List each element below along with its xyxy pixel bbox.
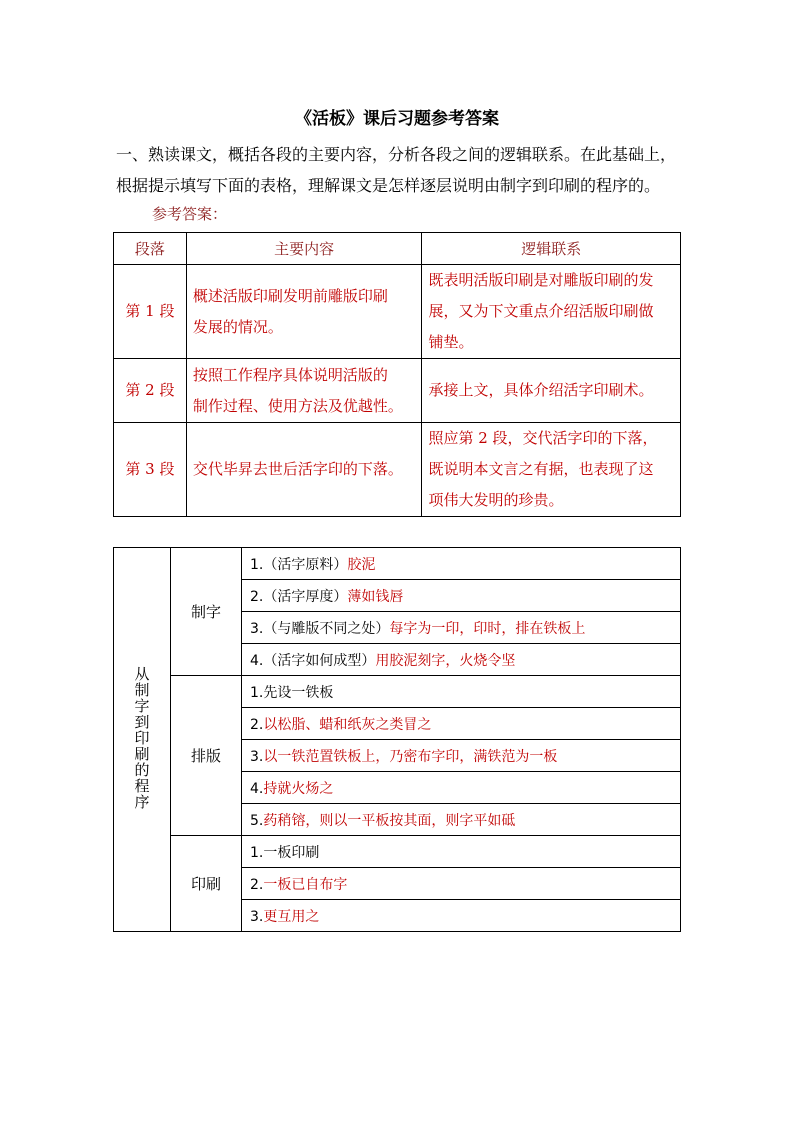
stage-label: 制字 [171, 548, 242, 676]
stage-label: 排版 [171, 676, 242, 836]
step-answer: 以松脂、蜡和纸灰之类冒之 [263, 716, 432, 733]
step-prefix: 1. [250, 684, 264, 701]
step-item [242, 740, 681, 772]
question-line-1: 一、熟读课文，概括各段的主要内容，分析各段之间的逻辑联系。在此基础上， [116, 145, 677, 164]
step-prefix: 3. [250, 748, 264, 765]
step-prefix: 1.（活字原料） [250, 556, 348, 573]
paragraph-label: 第 2 段 [114, 359, 187, 423]
logic-line: 既说明本文言之有据，也表现了这 [428, 460, 654, 478]
content-line: 制作过程、使用方法及优越性。 [192, 396, 403, 415]
paragraph-label: 第 3 段 [114, 423, 187, 517]
logic-line: 承接上文，具体介绍活字印刷术。 [428, 381, 654, 399]
table-row [114, 359, 681, 423]
step-prefix: 4. [250, 780, 264, 797]
content-line: 按照工作程序具体说明活版的 [192, 365, 388, 384]
step-answer: 胶泥 [347, 556, 376, 573]
logic-cell [422, 265, 681, 359]
step-item [242, 772, 681, 804]
step-prefix: 2. [250, 876, 264, 893]
step-prefix: 3.（与雕版不同之处） [250, 620, 390, 637]
main-content-cell [186, 265, 422, 359]
content-line: 交代毕昇去世后活字印的下落。 [192, 460, 403, 478]
table-row [114, 265, 681, 359]
step-prefix: 2.（活字厚度） [250, 588, 348, 605]
step-prefix: 4.（活字如何成型） [250, 652, 376, 669]
logic-cell [422, 423, 681, 517]
step-item [242, 644, 681, 676]
answer-label: 参考答案： [152, 205, 228, 223]
main-content-cell [186, 359, 422, 423]
procedure-table [113, 547, 681, 932]
step-prefix: 5. [250, 812, 264, 829]
page-title: 《活板》课后习题参考答案 [295, 109, 499, 129]
step-item [242, 836, 681, 868]
table-header-row [114, 233, 681, 265]
logic-line: 既表明活版印刷是对雕版印刷的发 [428, 271, 654, 289]
paragraph-label: 第 1 段 [114, 265, 187, 359]
step-answer: 一板已自布字 [263, 876, 348, 893]
table-row [114, 423, 681, 517]
paragraph-analysis-table [113, 232, 681, 517]
header-content: 主要内容 [186, 233, 422, 265]
step-answer: 薄如钱唇 [347, 588, 404, 605]
table-row [114, 676, 681, 708]
step-prefix: 1. [250, 844, 264, 861]
step-answer: 持就火炀之 [263, 780, 334, 797]
logic-line: 展，又为下文重点介绍活版印刷做 [428, 302, 654, 320]
table-row [114, 548, 681, 580]
stage-label: 印刷 [171, 836, 242, 932]
step-item [242, 900, 681, 932]
logic-line: 项伟大发明的珍贵。 [428, 491, 564, 509]
table-row [114, 836, 681, 868]
step-answer: 用胶泥刻字，火烧令坚 [375, 652, 516, 669]
step-item [242, 804, 681, 836]
step-item [242, 580, 681, 612]
step-answer: 以一铁范置铁板上，乃密布字印，满铁范为一板 [263, 748, 558, 765]
step-item [242, 548, 681, 580]
logic-line: 铺垫。 [428, 333, 474, 351]
step-answer: 药稍镕，则以一平板按其面，则字平如砥 [263, 812, 516, 829]
step-answer: 先设一铁板 [263, 684, 334, 701]
content-line: 发展的情况。 [192, 317, 283, 336]
step-prefix: 3. [250, 908, 264, 925]
header-logic: 逻辑联系 [422, 233, 681, 265]
main-content-cell [186, 423, 422, 517]
step-answer: 一板印刷 [263, 844, 320, 861]
step-item [242, 612, 681, 644]
step-answer: 每字为一印，印时，排在铁板上 [389, 620, 586, 637]
step-item [242, 708, 681, 740]
procedure-side-text: 从制字到印刷的程序 [132, 665, 151, 810]
question-line-2: 根据提示填写下面的表格，理解课文是怎样逐层说明由制字到印刷的程序的。 [116, 176, 661, 195]
header-paragraph: 段落 [114, 233, 187, 265]
logic-line: 照应第 2 段，交代活字印的下落， [428, 429, 658, 447]
step-prefix: 2. [250, 716, 264, 733]
logic-cell [422, 359, 681, 423]
procedure-side-label [114, 548, 171, 932]
step-item [242, 868, 681, 900]
content-line: 概述活版印刷发明前雕版印刷 [192, 286, 388, 305]
step-item [242, 676, 681, 708]
step-answer: 更互用之 [263, 908, 320, 925]
